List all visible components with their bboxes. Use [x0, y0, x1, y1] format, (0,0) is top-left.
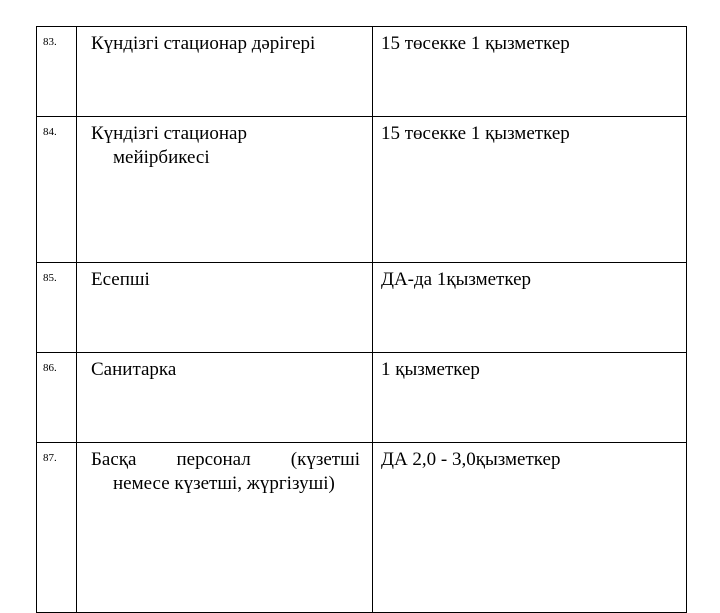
row-number: 86.: [37, 353, 77, 443]
table-row: [37, 353, 687, 443]
position-line: Күндізгі стационар: [91, 123, 247, 144]
table-row: [37, 117, 687, 263]
table-row: [37, 443, 687, 613]
position-cell: [77, 117, 373, 263]
staffing-norm: 15 төсекке 1 қызметкер: [373, 27, 687, 117]
position-cell: [77, 263, 373, 353]
position-line: Есепші: [91, 269, 150, 290]
row-number: 84.: [37, 117, 77, 263]
position-cell: [77, 27, 373, 117]
position-cell: [77, 353, 373, 443]
row-number: 83.: [37, 27, 77, 117]
row-number: 87.: [37, 443, 77, 613]
position-line: мейірбикесі: [113, 147, 210, 168]
position-line: немесе күзетші, жүргізуші): [113, 473, 335, 494]
table-row: [37, 263, 687, 353]
staffing-norm: ДА 2,0 - 3,0қызметкер: [373, 443, 687, 613]
position-line: Күндізгі стационар дәрігері: [91, 33, 316, 54]
row-number: 85.: [37, 263, 77, 353]
staffing-norm: 1 қызметкер: [373, 353, 687, 443]
position-line: Санитарка: [91, 359, 177, 380]
staffing-table: [36, 26, 687, 613]
position-cell: [77, 443, 373, 613]
position-line: Басқа персонал (күзетші: [91, 449, 360, 470]
staffing-norm: 15 төсекке 1 қызметкер: [373, 117, 687, 263]
staffing-norm: ДА-да 1қызметкер: [373, 263, 687, 353]
table-row: [37, 27, 687, 117]
